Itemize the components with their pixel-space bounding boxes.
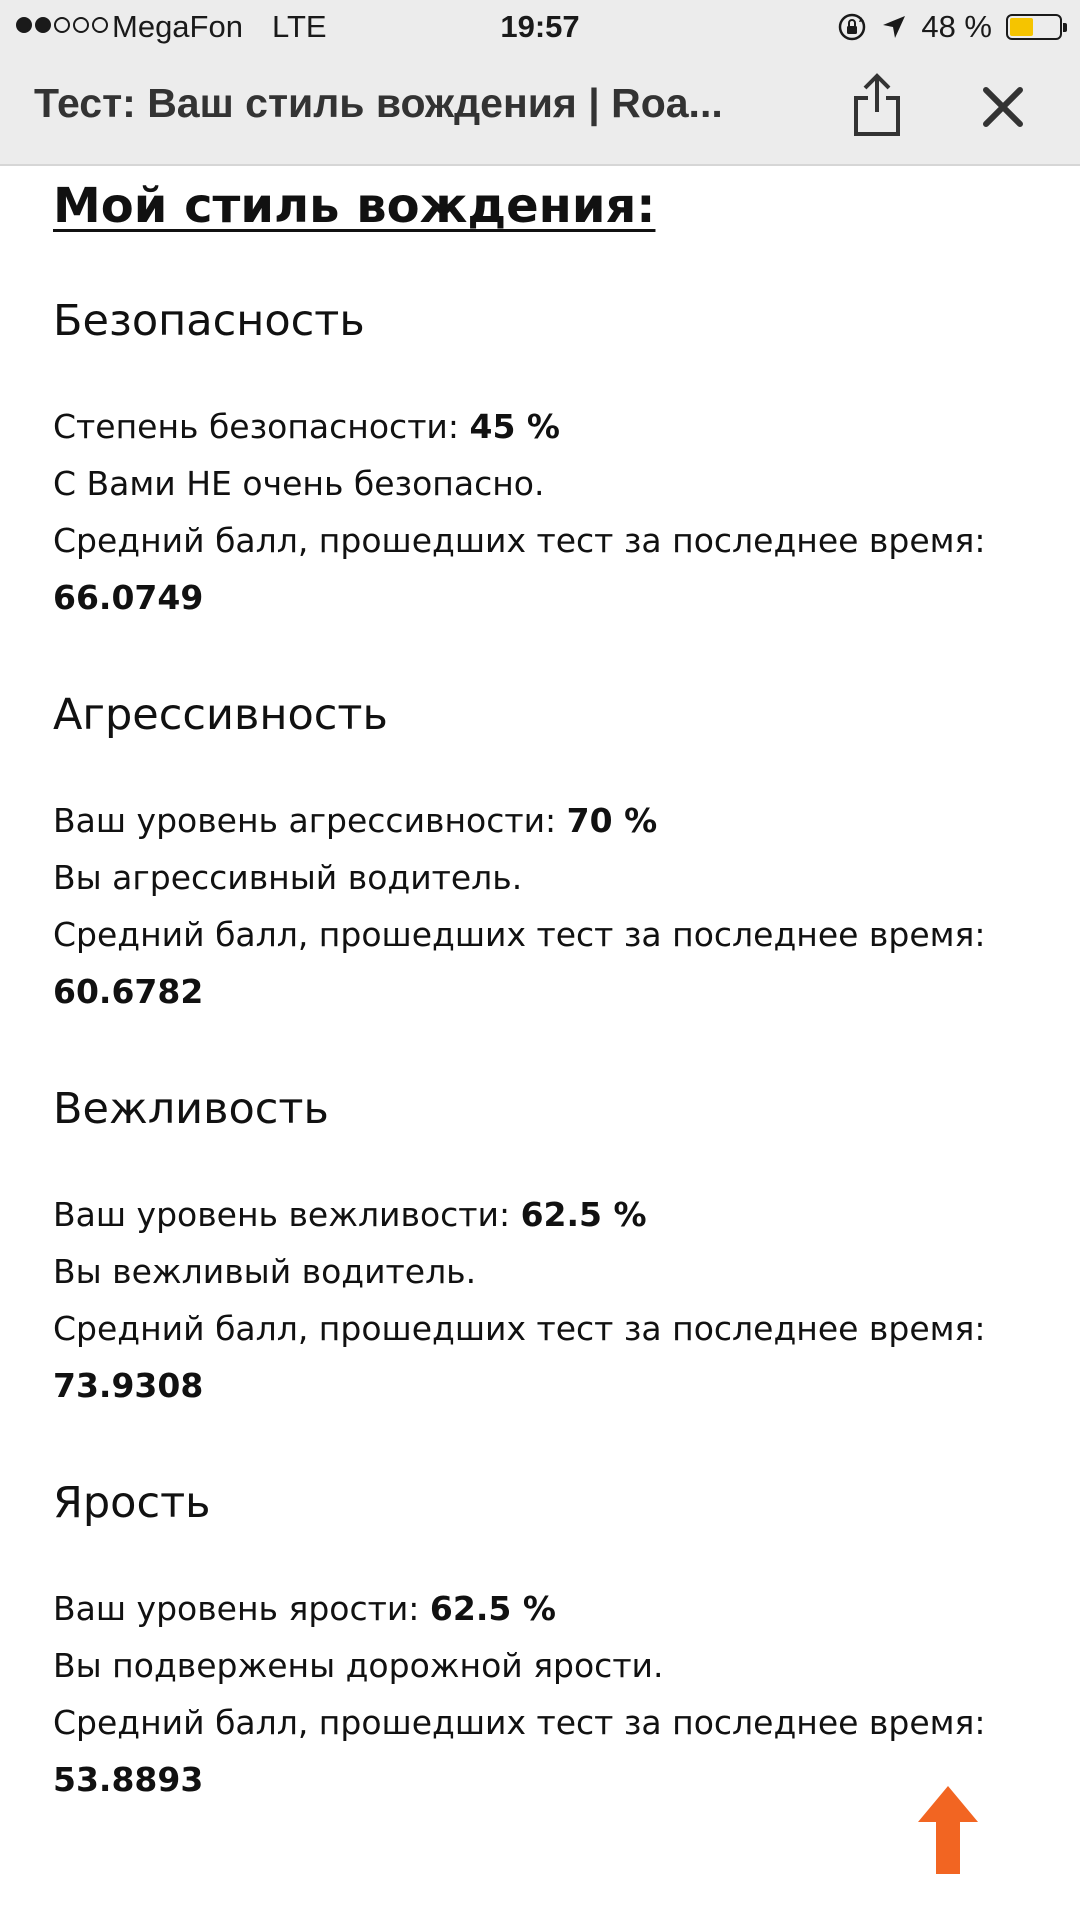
level-label: Ваш уровень ярости: [53, 1589, 420, 1628]
avg-label: Средний балл, прошедших тест за последнее время: [53, 915, 986, 954]
battery-percent: 48 % [921, 9, 992, 44]
level-line [53, 1186, 986, 1243]
battery-icon [1006, 14, 1062, 40]
avg-value: 66.0749 [53, 578, 204, 617]
avg-value: 60.6782 [53, 972, 204, 1011]
battery-level-fill [1010, 18, 1033, 36]
level-value: 62.5 % [520, 1195, 647, 1234]
browser-page-title: Тест: Ваш стиль вождения | Roa... [34, 80, 723, 126]
avg-label: Средний балл, прошедших тест за последнее время: [53, 521, 986, 560]
level-label: Ваш уровень вежливости: [53, 1195, 511, 1234]
level-line [53, 792, 986, 849]
level-value: 62.5 % [429, 1589, 556, 1628]
section-politeness [53, 1078, 1043, 1405]
level-line [53, 398, 986, 455]
page-heading: Мой стиль вождения: [53, 178, 656, 234]
rotation-lock-icon [837, 12, 867, 42]
share-icon[interactable] [850, 72, 904, 138]
section-title: Агрессивность [53, 690, 388, 740]
verdict: Вы подвержены дорожной ярости. [53, 1646, 664, 1685]
section-title: Вежливость [53, 1084, 329, 1134]
avg-value: 73.9308 [53, 1366, 204, 1405]
arrow-up-icon[interactable] [912, 1782, 984, 1878]
level-label: Степень безопасности: [53, 407, 459, 446]
clock: 19:57 [500, 9, 580, 44]
avg-value: 53.8893 [53, 1760, 204, 1799]
location-arrow-icon [881, 14, 907, 40]
level-line [53, 1580, 986, 1637]
status-bar [0, 0, 1080, 54]
avg-label: Средний балл, прошедших тест за последнее время: [53, 1703, 986, 1742]
close-icon[interactable] [978, 82, 1028, 132]
verdict: Вы вежливый водитель. [53, 1252, 477, 1291]
carrier-name: MegaFon [112, 9, 243, 44]
level-value: 70 % [566, 801, 658, 840]
section-rage [53, 1472, 1043, 1799]
section-title: Ярость [53, 1478, 211, 1528]
section-safety [53, 290, 1043, 617]
level-label: Ваш уровень агрессивности: [53, 801, 557, 840]
verdict: Вы агрессивный водитель. [53, 858, 523, 897]
level-value: 45 % [469, 407, 560, 446]
avg-label: Средний балл, прошедших тест за последнее время: [53, 1309, 986, 1348]
section-aggression [53, 684, 1043, 1011]
network-type: LTE [272, 9, 327, 44]
section-title: Безопасность [53, 296, 365, 346]
browser-toolbar [0, 54, 1080, 166]
verdict: С Вами НЕ очень безопасно. [53, 464, 545, 503]
